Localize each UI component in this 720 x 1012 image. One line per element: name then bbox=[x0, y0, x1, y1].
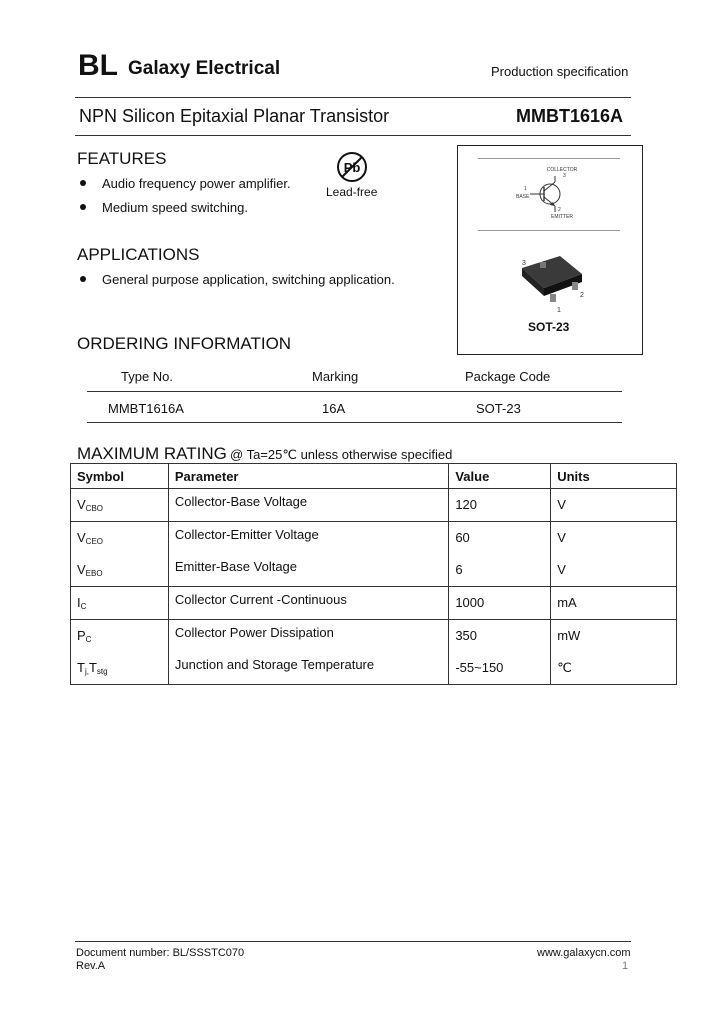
unit-cell: V bbox=[551, 489, 677, 522]
brand-logo-bl: BL bbox=[78, 49, 118, 82]
value-cell: 60 6 bbox=[449, 522, 551, 587]
symbol-cell: $V_{CEO}$ $V_{EBO}$ bbox=[71, 522, 169, 587]
pkg-pin2: 2 bbox=[580, 292, 584, 299]
pin1-label: 1 bbox=[524, 186, 527, 192]
ordering-package-value: SOT-23 bbox=[476, 401, 521, 416]
package-name: SOT-23 bbox=[528, 320, 570, 334]
pkg-pin1: 1 bbox=[557, 307, 561, 314]
ordering-heading: ORDERING INFORMATION bbox=[77, 334, 292, 353]
feature-item: Audio frequency power amplifier. bbox=[102, 176, 291, 191]
symbol-cell: $P_C$ $T_{j,}T_{stg}$ bbox=[71, 620, 169, 685]
parameter-cell: Collector Power Dissipation Junction and Storage Temperature bbox=[168, 620, 448, 685]
revision: Rev.A bbox=[76, 960, 106, 972]
divider bbox=[75, 97, 631, 98]
base-label: BASE bbox=[516, 194, 530, 200]
divider bbox=[87, 391, 622, 392]
emitter-label: EMITTER bbox=[551, 214, 573, 220]
brand-name: Galaxy Electrical bbox=[128, 58, 281, 79]
table-row bbox=[71, 620, 677, 685]
col-parameter: Parameter bbox=[168, 464, 448, 489]
max-rating-condition: @ Ta=25℃ unless otherwise specified bbox=[230, 447, 453, 462]
ordering-col-type: Type No. bbox=[121, 369, 174, 384]
bullet-icon bbox=[80, 180, 86, 186]
application-item: General purpose application, switching application. bbox=[102, 272, 395, 287]
value-cell: 120 bbox=[449, 489, 551, 522]
ordering-type-value: MMBT1616A bbox=[108, 401, 184, 416]
pb-label: Pb bbox=[343, 160, 361, 175]
divider bbox=[75, 941, 631, 942]
divider bbox=[478, 230, 620, 231]
bullet-icon bbox=[80, 276, 86, 282]
max-rating-table bbox=[70, 463, 677, 685]
divider bbox=[87, 422, 622, 423]
feature-item: Medium speed switching. bbox=[102, 200, 248, 215]
table-row bbox=[71, 489, 677, 522]
table-header-row bbox=[71, 464, 677, 489]
unit-cell: mA bbox=[551, 587, 677, 620]
applications-heading: APPLICATIONS bbox=[77, 245, 200, 264]
unit-cell: V V bbox=[551, 522, 677, 587]
divider bbox=[478, 158, 620, 159]
collector-label: COLLECTOR bbox=[546, 167, 578, 173]
symbol-cell: $I_C$ bbox=[71, 587, 169, 620]
page-number: 1 bbox=[622, 960, 629, 972]
pin3-label: 3 bbox=[563, 173, 566, 179]
ordering-col-marking: Marking bbox=[312, 369, 359, 384]
sot23-package-icon bbox=[510, 252, 600, 316]
parameter-cell: Collector Current -Continuous bbox=[168, 587, 448, 620]
parameter-cell: Collector-Base Voltage bbox=[168, 489, 448, 522]
part-number: MMBT1616A bbox=[516, 106, 624, 126]
pin2-label: 2 bbox=[558, 207, 561, 213]
max-rating-heading: MAXIMUM RATING bbox=[77, 444, 227, 463]
col-value: Value bbox=[449, 464, 551, 489]
bullet-icon bbox=[80, 204, 86, 210]
document-title: NPN Silicon Epitaxial Planar Transistor bbox=[79, 106, 390, 126]
col-symbol: Symbol bbox=[71, 464, 169, 489]
website-link[interactable]: www.galaxycn.com bbox=[537, 947, 631, 959]
table-row bbox=[71, 522, 677, 587]
unit-cell: mW ℃ bbox=[551, 620, 677, 685]
document-number: Document number: BL/SSSTC070 bbox=[76, 947, 245, 959]
symbol-cell: $V_{CBO}$ bbox=[71, 489, 169, 522]
divider bbox=[75, 135, 631, 136]
leadfree-label: Lead-free bbox=[326, 185, 378, 199]
ordering-marking-value: 16A bbox=[322, 401, 346, 416]
table-row bbox=[71, 587, 677, 620]
value-cell: 1000 bbox=[449, 587, 551, 620]
value-cell: 350 -55~150 bbox=[449, 620, 551, 685]
pb-free-icon bbox=[336, 151, 368, 183]
features-heading: FEATURES bbox=[77, 149, 167, 168]
ordering-col-package: Package Code bbox=[465, 369, 551, 384]
parameter-cell: Collector-Emitter Voltage Emitter-Base Voltage bbox=[168, 522, 448, 587]
pkg-pin3: 3 bbox=[522, 260, 526, 267]
transistor-symbol-icon bbox=[500, 160, 600, 228]
spec-type: Production specification bbox=[491, 64, 629, 79]
col-units: Units bbox=[551, 464, 677, 489]
